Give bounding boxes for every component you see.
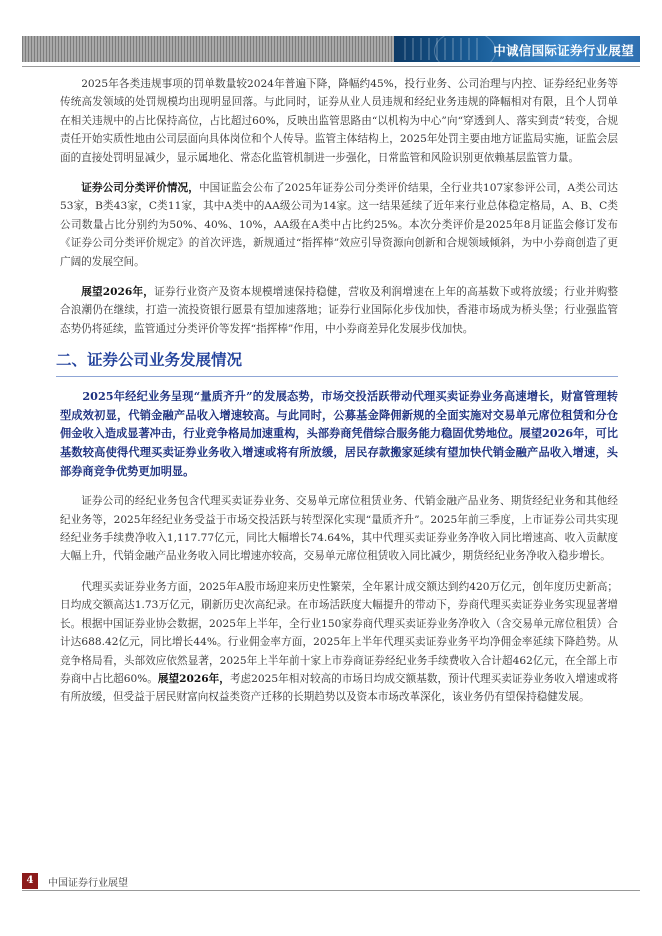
footer-divider — [22, 890, 640, 891]
page-number: 4 — [22, 873, 38, 889]
paragraph-penalties: 2025年各类违规事项的罚单数量较2024年普遍下降，降幅约45%，投行业务、公司治理与内控、证券经纪业务等传统高发领域的处罚规模均出现明显回落。与此同时，证券从业人员违规和经纪业务违规的降幅相对有限，且个人罚单在相关违规中的占比保持高位，占比超过60%，反映出监管思路由“以机构为中心”向“穿透到人、落实到责”转变，合规责任开始实质性地由公司层面向具体岗位和个人传导。监管主体结构上，2025年处罚主要由地方证监局实施，证监会层面的直接处罚明显减少，显示属地化、常态化监管机制进一步强化，日常监管和风险识别更依赖基层监管力量。 — [60, 78, 618, 164]
paragraph-classification-lead: 证券公司分类评价情况， — [81, 182, 199, 195]
header-band — [22, 36, 640, 62]
paragraph-outlook-lead: 展望2026年， — [81, 286, 155, 299]
paragraph-trading-agency-lead: 展望2026年， — [157, 672, 230, 685]
page-content — [56, 75, 619, 719]
section-heading: 二、证券公司业务发展情况 — [56, 350, 618, 377]
paragraph-classification-text: 中国证监会公布了2025年证券公司分类评价结果，全行业共107家参评公司，A类公司达53家，B类43家，C类11家，其中A类中的AA级公司为14家。这一结果延续了近年来行业总体稳定格局，A、B、C类公司数量占比分别约为50%、40%、10%，AA级在A类中占比约25%。本次分类评价是2025年8月证监会修订发布《证券公司分类评价规定》的首次评选，新规通过“指挥棒”效应引导资源向创新和合规领域倾斜，为中小券商创造了更广阔的发展空间。 — [60, 182, 619, 268]
header-banner-image — [394, 36, 640, 62]
paragraph-brokerage: 证券公司的经纪业务包含代理买卖证券业务、交易单元席位租赁业务、代销金融产品业务、期货经纪业务和其他经纪业务等，2025年经纪业务受益于市场交投活跃与转型深化实现“量质齐升”。2025年前三季度，上市证券公司共实现经纪业务手续费净收入1,117.77亿元，同比大幅增长74.64%，其中代理买卖证券业务净收入同比增速高、收入贡献度大幅上升，代销金融产品业务收入同比增速亦较高，交易单元席位租赁收入同比减少，期货经纪业务净收入稳步增长。 — [60, 495, 618, 563]
paragraph-trading-agency-tail: 考虑2025年相对较高的市场日均成交额基数，预计代理买卖证券业务收入增速或将有所放缓，但受益于居民财富向权益类资产迁移的长期趋势以及资本市场改革深化，该业务仍有望保持稳健发展。 — [60, 672, 618, 704]
header-divider — [22, 66, 640, 67]
paragraph-classification — [60, 179, 618, 271]
section-summary: 2025年经纪业务呈现“量质齐升”的发展态势，市场交投活跃带动代理买卖证券业务高速增长，财富管理转型成效初显，代销金融产品收入增速较高。与此同时，公募基金降佣新规的全面实施对交易单元席位租赁和分仓佣金收入造成显著冲击，行业竞争格局加速重构，头部券商凭借综合服务能力稳固优势地位。展望2026年，可比基数较高使得代理买卖证券业务收入增速或将有所放缓，居民存款搬家延续有望加快代销金融产品收入增速，头部券商竞争优势更加明显。 — [60, 389, 618, 478]
paragraph-outlook-text: 证券行业资产及资本规模增速保持稳健，营收及利润增速在上年的高基数下或将放缓；行业并购整合浪潮仍在继续，打造一流投资银行愿景有望加速落地；证券行业国际化步伐加快，香港市场成为桥头堡；行业强监管态势仍将延续，监管通过分类评价等发挥“指挥棒”作用，中小券商差异化发展步伐加快。 — [60, 286, 619, 335]
footer-title: 中国证券行业展望 — [48, 878, 128, 889]
paragraph-outlook — [60, 283, 618, 338]
paragraph-trading-agency — [60, 578, 618, 707]
header-title: 中诚信国际证券行业展望 — [493, 43, 634, 58]
paragraph-trading-agency-text: 代理买卖证券业务方面，2025年A股市场迎来历史性繁荣，全年累计成交额达到约420万亿元，创年度历史新高；日均成交额高达1.73万亿元，刷新历史次高纪录。在市场活跃度大幅提升的带动下，券商代理买卖证券业务实现显著增长。根据中国证券业协会数据，2025年上半年，全行业150家券商代理买卖证券业务净收入（含交易单元席位租赁）合计达688.42亿元，同比增长44%。行业佣金率方面，2025年上半年代理买卖证券业务平均净佣金率延续下降趋势。从竞争格局看，头部效应依然显著，2025年上半年前十家上市券商证券经纪业务手续费收入合计超462亿元，在全部上市券商中占比超60%。 — [60, 580, 618, 685]
